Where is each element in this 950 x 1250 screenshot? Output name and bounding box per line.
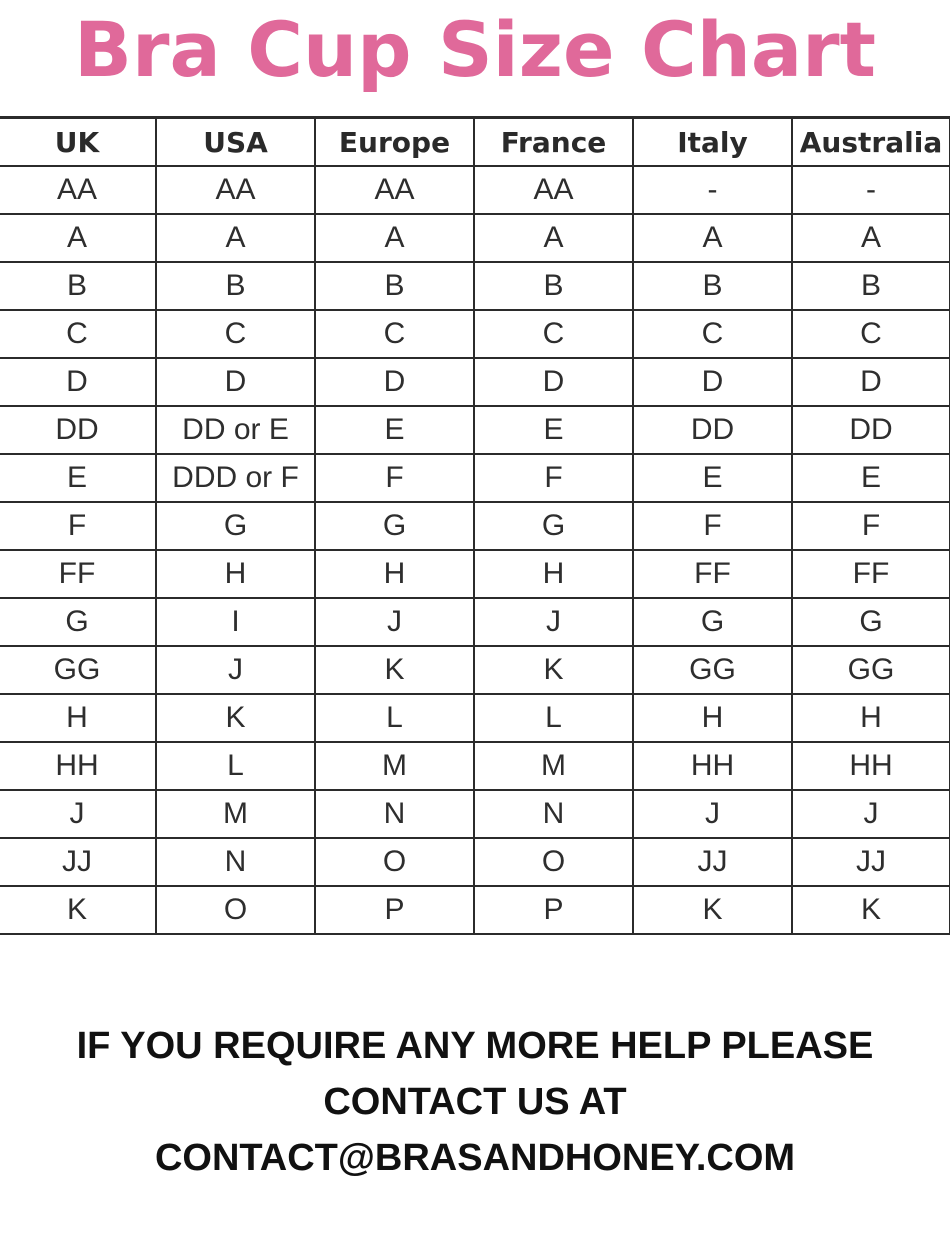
size-cell-usa: DD or E: [156, 406, 315, 454]
table-row: [0, 502, 950, 550]
size-cell-australia: F: [792, 502, 950, 550]
size-cell-france: B: [474, 262, 633, 310]
size-cell-europe: AA: [315, 166, 474, 214]
size-cell-italy: JJ: [633, 838, 792, 886]
size-cell-france: D: [474, 358, 633, 406]
size-cell-uk: D: [0, 358, 156, 406]
size-cell-usa: C: [156, 310, 315, 358]
size-cell-europe: B: [315, 262, 474, 310]
size-cell-uk: F: [0, 502, 156, 550]
size-cell-france: J: [474, 598, 633, 646]
table-row: [0, 742, 950, 790]
size-cell-uk: J: [0, 790, 156, 838]
size-cell-usa: M: [156, 790, 315, 838]
size-cell-italy: HH: [633, 742, 792, 790]
size-cell-uk: FF: [0, 550, 156, 598]
size-cell-uk: JJ: [0, 838, 156, 886]
size-cell-australia: A: [792, 214, 950, 262]
column-header-uk: UK: [0, 118, 156, 167]
size-cell-europe: K: [315, 646, 474, 694]
size-cell-australia: D: [792, 358, 950, 406]
size-cell-uk: DD: [0, 406, 156, 454]
size-cell-europe: A: [315, 214, 474, 262]
help-line-2: CONTACT US AT: [323, 1081, 627, 1123]
size-cell-australia: K: [792, 886, 950, 934]
size-cell-usa: AA: [156, 166, 315, 214]
contact-email: CONTACT@BRASANDHONEY.COM: [154, 1137, 796, 1179]
size-cell-usa: H: [156, 550, 315, 598]
size-cell-france: M: [474, 742, 633, 790]
table-row: [0, 790, 950, 838]
table-row: [0, 310, 950, 358]
size-cell-france: C: [474, 310, 633, 358]
size-cell-europe: M: [315, 742, 474, 790]
table-row: [0, 694, 950, 742]
size-cell-europe: P: [315, 886, 474, 934]
table-row: [0, 886, 950, 934]
size-cell-australia: JJ: [792, 838, 950, 886]
size-cell-france: G: [474, 502, 633, 550]
size-cell-france: H: [474, 550, 633, 598]
size-cell-europe: L: [315, 694, 474, 742]
size-cell-italy: K: [633, 886, 792, 934]
size-cell-italy: F: [633, 502, 792, 550]
size-cell-italy: FF: [633, 550, 792, 598]
size-cell-usa: J: [156, 646, 315, 694]
size-cell-usa: N: [156, 838, 315, 886]
size-cell-usa: I: [156, 598, 315, 646]
help-message: [0, 1018, 950, 1186]
size-cell-europe: F: [315, 454, 474, 502]
size-cell-italy: H: [633, 694, 792, 742]
size-cell-europe: N: [315, 790, 474, 838]
size-cell-australia: J: [792, 790, 950, 838]
size-cell-usa: L: [156, 742, 315, 790]
size-cell-europe: O: [315, 838, 474, 886]
column-header-europe: Europe: [315, 118, 474, 167]
column-header-usa: USA: [156, 118, 315, 167]
size-cell-australia: B: [792, 262, 950, 310]
size-cell-australia: H: [792, 694, 950, 742]
table-row: [0, 166, 950, 214]
table-row: [0, 646, 950, 694]
size-cell-france: K: [474, 646, 633, 694]
size-cell-france: N: [474, 790, 633, 838]
table-row: [0, 214, 950, 262]
size-cell-uk: GG: [0, 646, 156, 694]
size-cell-europe: E: [315, 406, 474, 454]
size-cell-france: L: [474, 694, 633, 742]
size-chart-region: [0, 116, 950, 950]
size-cell-italy: GG: [633, 646, 792, 694]
size-cell-france: E: [474, 406, 633, 454]
size-cell-usa: O: [156, 886, 315, 934]
size-cell-uk: HH: [0, 742, 156, 790]
size-cell-italy: G: [633, 598, 792, 646]
size-cell-australia: GG: [792, 646, 950, 694]
table-row: [0, 598, 950, 646]
help-line-1: IF YOU REQUIRE ANY MORE HELP PLEASE: [76, 1025, 874, 1067]
size-cell-france: P: [474, 886, 633, 934]
size-cell-uk: A: [0, 214, 156, 262]
table-body: [0, 166, 950, 934]
size-cell-italy: -: [633, 166, 792, 214]
column-header-france: France: [474, 118, 633, 167]
table-row: [0, 358, 950, 406]
size-cell-europe: C: [315, 310, 474, 358]
size-cell-usa: D: [156, 358, 315, 406]
size-cell-usa: B: [156, 262, 315, 310]
size-cell-australia: G: [792, 598, 950, 646]
size-cell-uk: E: [0, 454, 156, 502]
size-cell-uk: H: [0, 694, 156, 742]
size-cell-australia: E: [792, 454, 950, 502]
size-cell-australia: -: [792, 166, 950, 214]
size-cell-uk: AA: [0, 166, 156, 214]
size-cell-france: A: [474, 214, 633, 262]
size-cell-italy: B: [633, 262, 792, 310]
size-cell-australia: FF: [792, 550, 950, 598]
column-header-italy: Italy: [633, 118, 792, 167]
size-cell-uk: C: [0, 310, 156, 358]
table-row: [0, 262, 950, 310]
size-cell-usa: G: [156, 502, 315, 550]
table-header-row: [0, 118, 950, 167]
size-cell-europe: G: [315, 502, 474, 550]
size-cell-australia: C: [792, 310, 950, 358]
size-cell-europe: J: [315, 598, 474, 646]
size-cell-usa: K: [156, 694, 315, 742]
size-cell-uk: B: [0, 262, 156, 310]
size-cell-italy: A: [633, 214, 792, 262]
column-header-australia: Australia: [792, 118, 950, 167]
table-row: [0, 406, 950, 454]
table-row: [0, 454, 950, 502]
size-cell-europe: H: [315, 550, 474, 598]
size-cell-france: F: [474, 454, 633, 502]
size-cell-usa: A: [156, 214, 315, 262]
size-cell-italy: DD: [633, 406, 792, 454]
chart-title: Bra Cup Size Chart: [74, 5, 876, 94]
size-cell-uk: G: [0, 598, 156, 646]
table-row: [0, 838, 950, 886]
size-chart-table: [0, 116, 950, 935]
table-row: [0, 550, 950, 598]
size-cell-france: AA: [474, 166, 633, 214]
size-cell-italy: J: [633, 790, 792, 838]
size-cell-italy: E: [633, 454, 792, 502]
size-cell-usa: DDD or F: [156, 454, 315, 502]
size-cell-australia: DD: [792, 406, 950, 454]
size-cell-australia: HH: [792, 742, 950, 790]
size-cell-europe: D: [315, 358, 474, 406]
size-cell-france: O: [474, 838, 633, 886]
size-cell-italy: C: [633, 310, 792, 358]
size-cell-italy: D: [633, 358, 792, 406]
size-cell-uk: K: [0, 886, 156, 934]
